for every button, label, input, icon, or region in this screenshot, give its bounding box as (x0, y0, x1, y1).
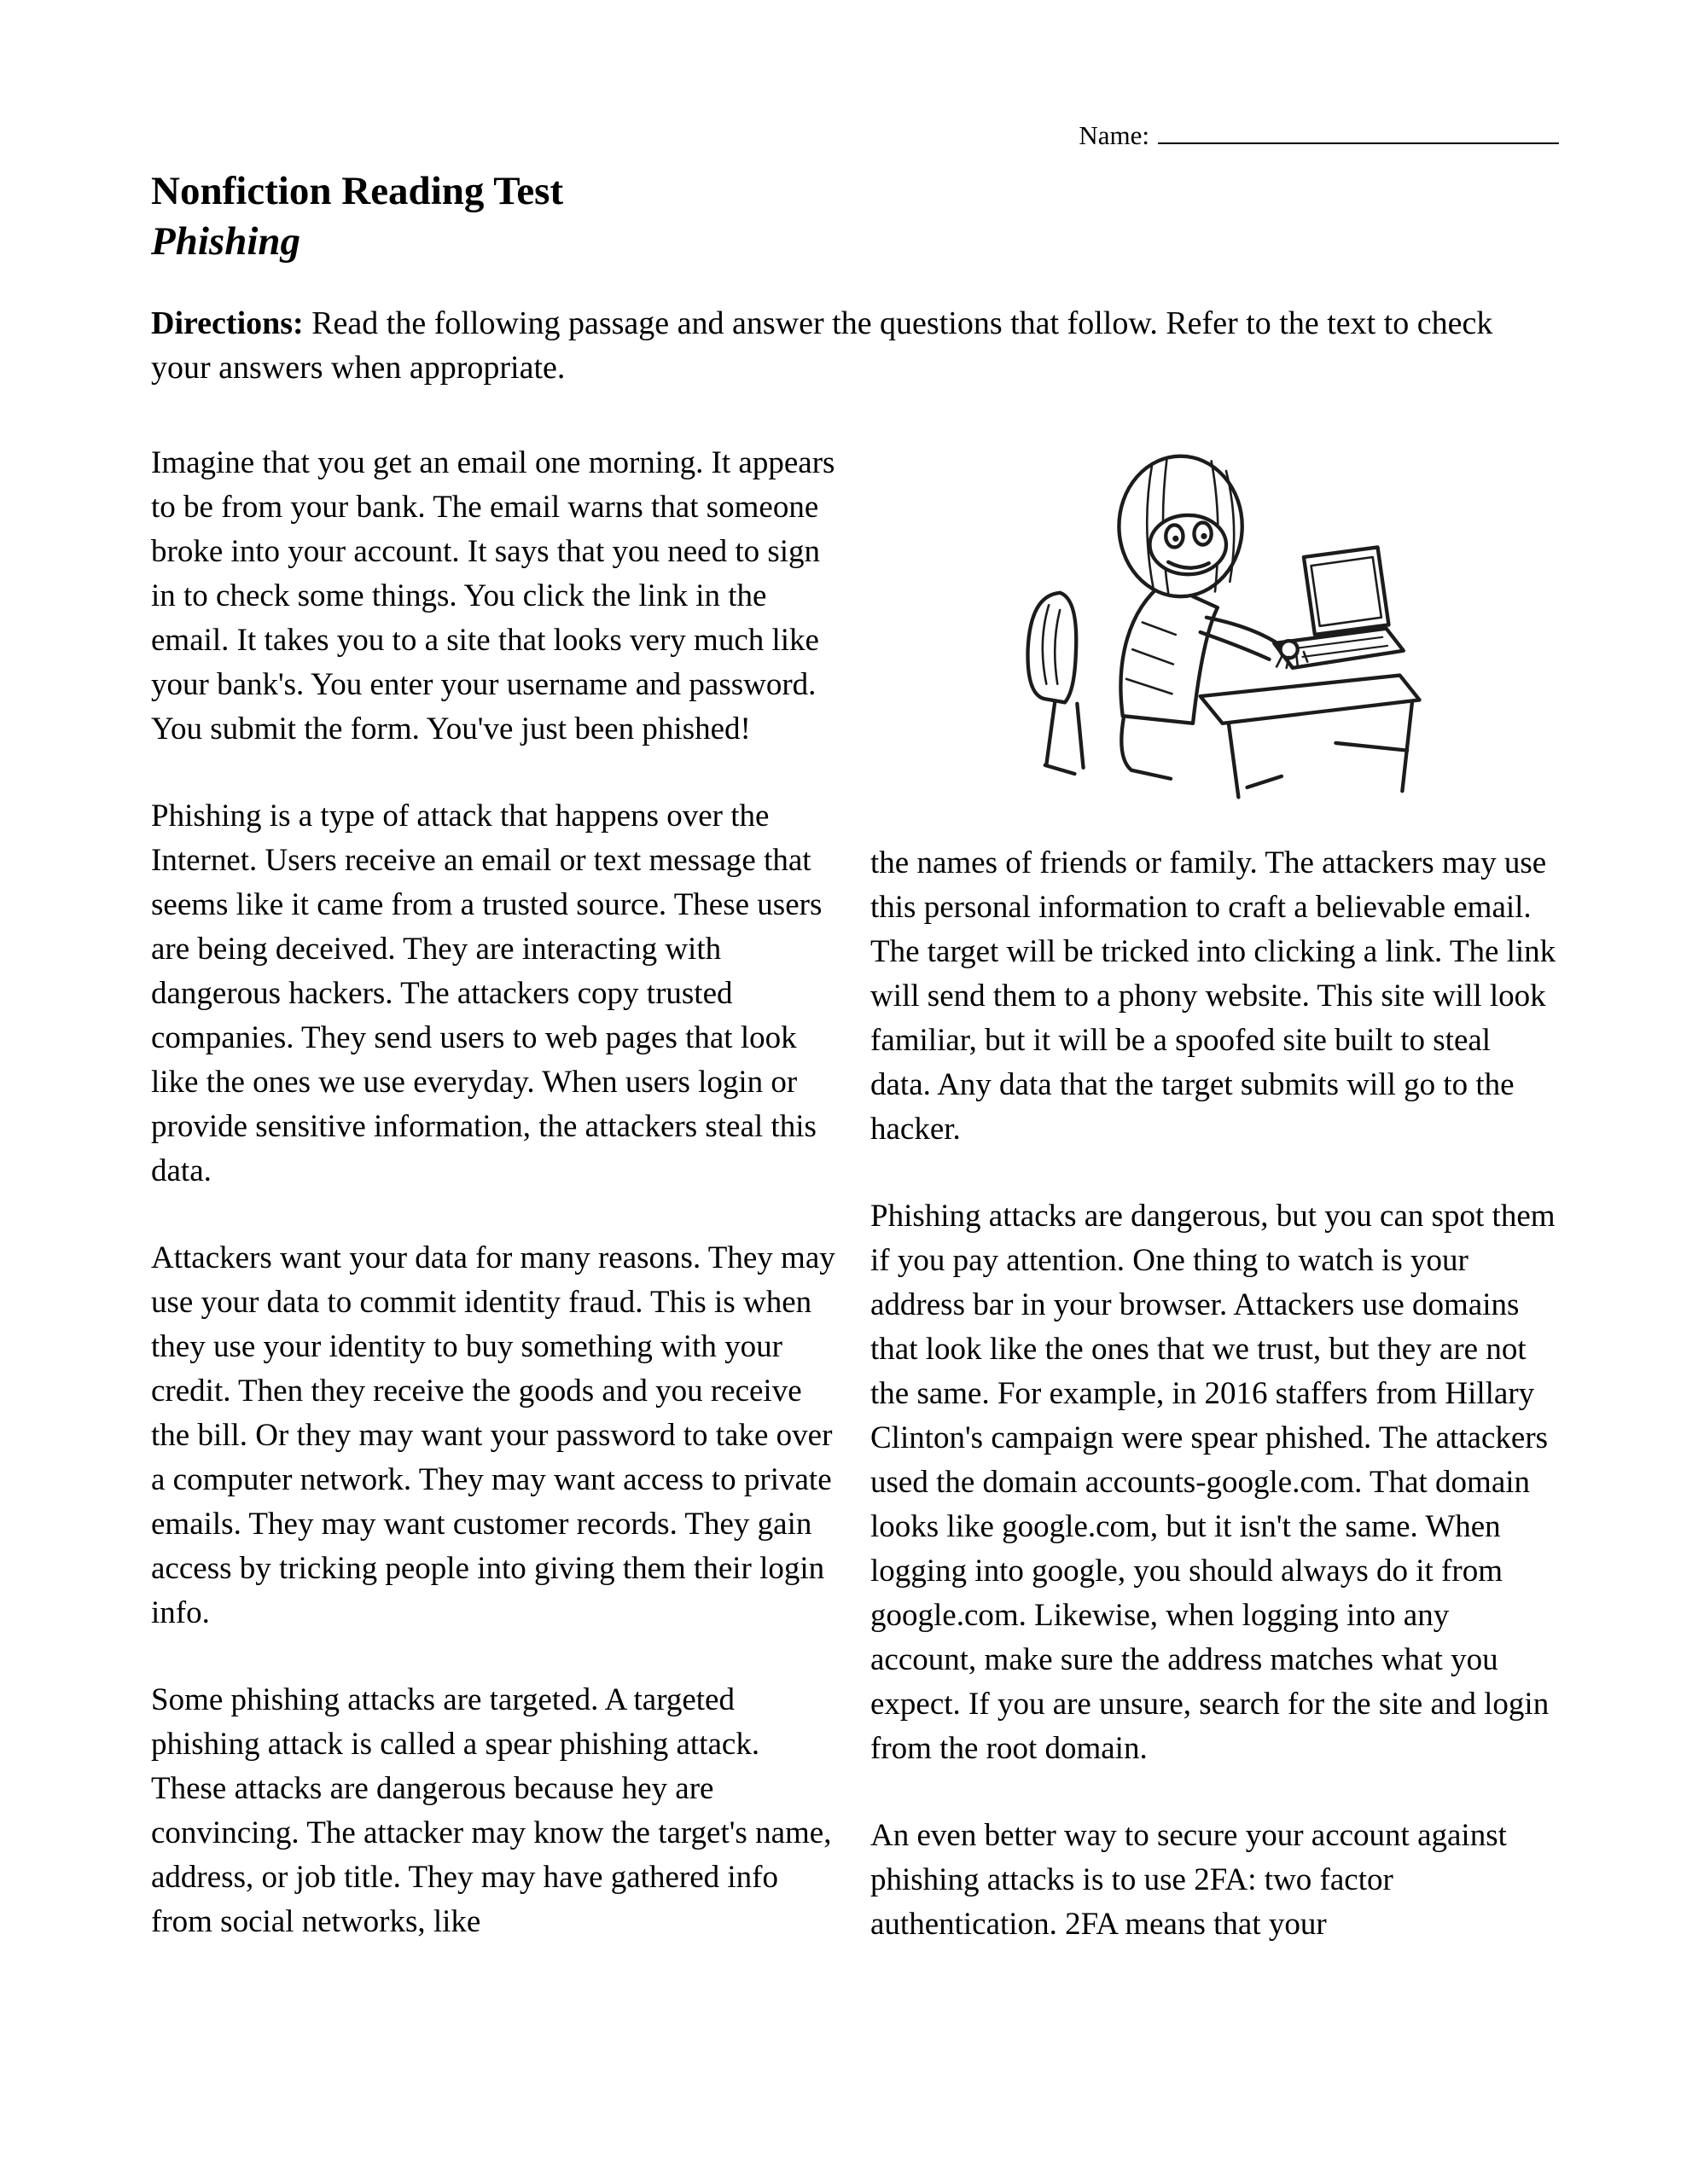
name-blank-line (1158, 118, 1559, 144)
hacker-illustration-svg (993, 438, 1437, 807)
right-column (870, 441, 1559, 1989)
paragraph: Phishing attacks are dangerous, but you can spot them if you pay attention. One thing to watch is your address bar in your browser. Attackers use domains that look like the ones that we trust, but they are not the same. For example, in 2016 staffers from Hillary Clinton's campaign were spear phished. The attackers used the domain accounts-google.com. That domain looks like google.com, but it isn't the same. When logging into google, you should always do it from google.com. Likewise, when logging into any account, make sure the address matches what you expect. If you are unsure, search for the site and login from the root domain. (870, 1199, 1556, 1767)
hacker-at-laptop-illustration (870, 438, 1559, 807)
page-title: Nonfiction Reading Test (151, 169, 564, 213)
paragraph: the names of friends or family. The attackers may use this personal information to craft a believable email. The target will be tricked into clicking a link. The link will send them to a phony website. This site will look familiar, but it will be a spoofed site built to steal data. Any data that the target submits will go to the hacker. (870, 845, 1556, 1147)
body-columns (151, 441, 1559, 1989)
paragraph: Attackers want your data for many reasons. They may use your data to commit identity fraud. This is when they use your identity to buy something with your credit. Then they receive the goods and you receive the bill. Or they may want your password to take over a computer network. They may want access to private emails. They may want customer records. They gain access by tricking people into giving them their login info. (151, 1240, 835, 1631)
paragraph: Some phishing attacks are targeted. A targeted phishing attack is called a spear phishing attack. These attacks are dangerous because hey are convincing. The attacker may know the target's name, address, or job title. They may have gathered info from social networks, like (151, 1682, 832, 1940)
name-row (151, 118, 1559, 151)
directions-label: Directions: (151, 305, 304, 341)
paragraph: An even better way to secure your account against phishing attacks is to use 2FA: two factor authentication. 2FA means that your (870, 1818, 1507, 1943)
paragraph: Imagine that you get an email one morning. It appears to be from your bank. The email warns that someone broke into your account. It says that you need to sign in to check some things. You click the link in the email. It takes you to a site that looks very much like your bank's. You enter your username and password. You submit the form. You've just been phished! (151, 445, 835, 747)
paragraph: Phishing is a type of attack that happens over the Internet. Users receive an email or text message that seems like it came from a trusted source. These users are being deceived. They are interacting with dangerous hackers. The attackers copy trusted companies. They send users to web pages that look like the ones we use everyday. When users login or provide sensitive information, the attackers steal this data. (151, 799, 823, 1189)
left-column (151, 441, 840, 1987)
page-subtitle: Phishing (151, 218, 301, 264)
directions-text: Read the following passage and answer the questions that follow. Refer to the text to check your answers when appropriate. (151, 305, 1493, 386)
directions (151, 301, 1559, 391)
name-label: Name: (1079, 120, 1149, 150)
